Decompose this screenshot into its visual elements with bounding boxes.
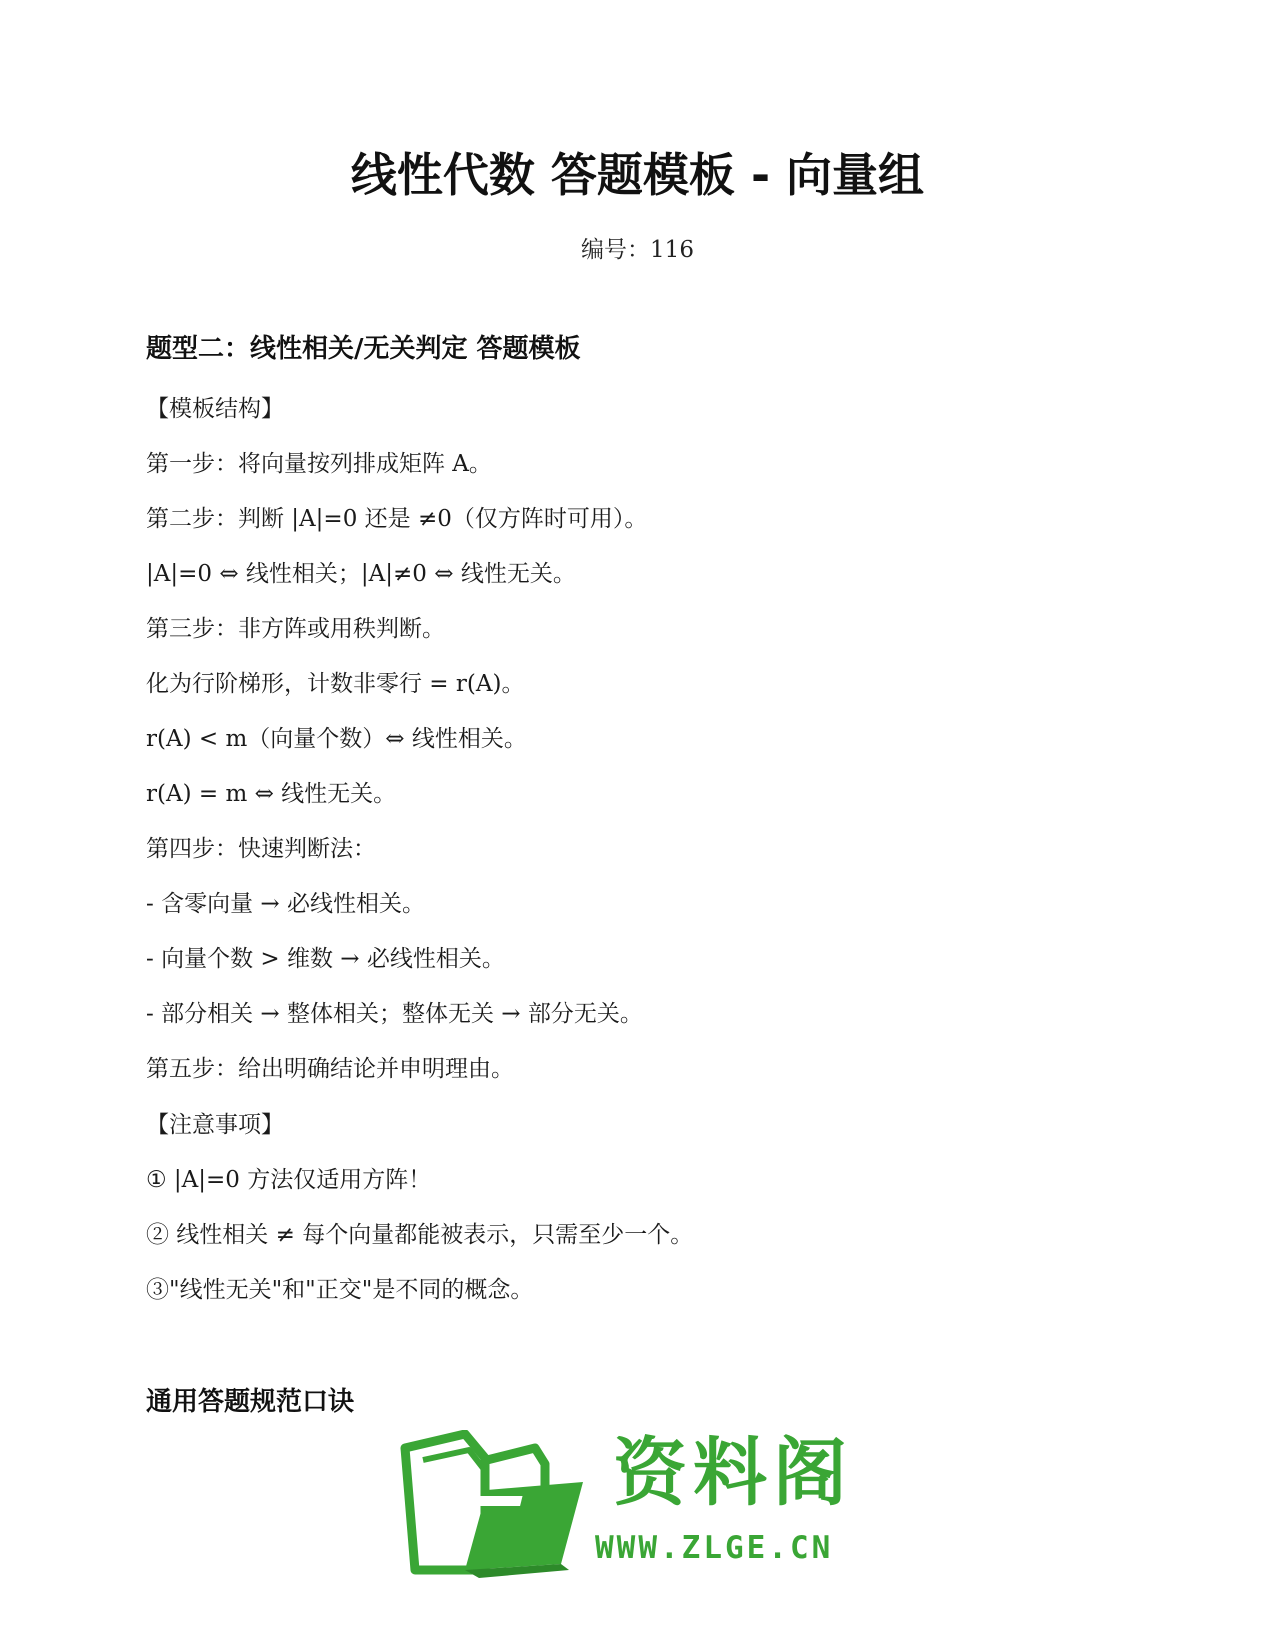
- section-heading-general-rules: 通用答题规范口诀: [146, 1387, 355, 1417]
- quick-rule-part-whole: - 部分相关 → 整体相关；整体无关 → 部分无关。: [146, 1001, 643, 1027]
- quick-rule-zero-vector: - 含零向量 → 必线性相关。: [146, 891, 425, 917]
- rank-equal-rule: r(A) = m ⇔ 线性无关。: [146, 781, 397, 807]
- section-heading-linear-dependence: 题型二：线性相关/无关判定 答题模板: [146, 334, 581, 364]
- step-one: 第一步：将向量按列排成矩阵 A。: [146, 451, 492, 477]
- determinant-rule: |A|=0 ⇔ 线性相关；|A|≠0 ⇔ 线性无关。: [146, 561, 576, 587]
- note-one: ① |A|=0 方法仅适用方阵！: [146, 1167, 432, 1193]
- rank-less-rule: r(A) < m（向量个数）⇔ 线性相关。: [146, 726, 527, 752]
- note-three: ③"线性无关"和"正交"是不同的概念。: [146, 1277, 534, 1303]
- watermark-url-text: WWW.ZLGE.CN: [595, 1530, 834, 1566]
- quick-rule-count-dimension: - 向量个数 > 维数 → 必线性相关。: [146, 946, 505, 972]
- watermark-brand-text: 资料阁: [613, 1430, 853, 1516]
- step-four: 第四步：快速判断法：: [146, 836, 376, 862]
- document-number: 编号：116: [581, 237, 694, 263]
- notes-label: 【注意事项】: [146, 1112, 284, 1138]
- step-five: 第五步：给出明确结论并申明理由。: [146, 1056, 514, 1082]
- step-two: 第二步：判断 |A|=0 还是 ≠0（仅方阵时可用）。: [146, 506, 648, 532]
- document-title: 线性代数 答题模板 - 向量组: [350, 148, 925, 202]
- open-book-folder-icon: [395, 1430, 595, 1580]
- watermark-logo: [395, 1430, 865, 1580]
- row-echelon-rule: 化为行阶梯形，计数非零行 = r(A)。: [146, 671, 525, 697]
- note-two: ② 线性相关 ≠ 每个向量都能被表示，只需至少一个。: [146, 1222, 694, 1248]
- step-three: 第三步：非方阵或用秩判断。: [146, 616, 445, 642]
- template-structure-label: 【模板结构】: [146, 396, 284, 422]
